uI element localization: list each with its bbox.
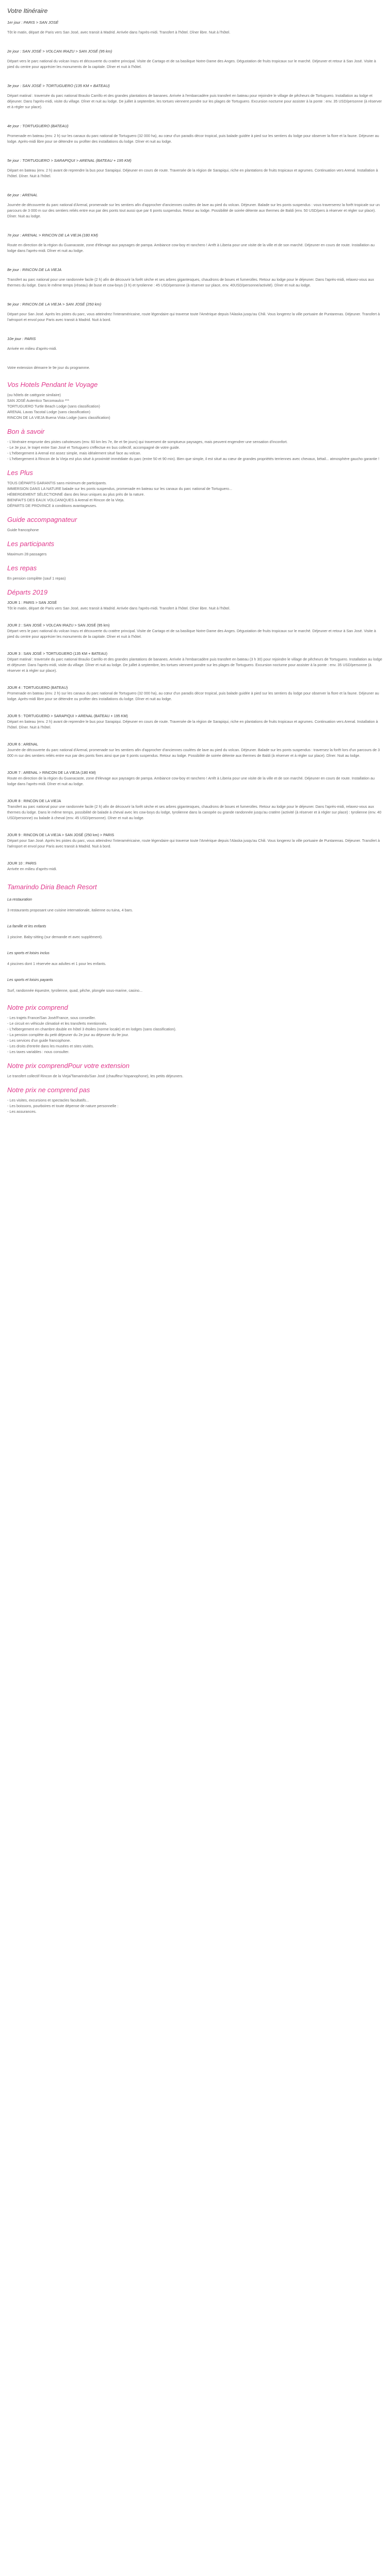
- good-to-know-line: - L'hébergement à Rincon de la Vieja est plus situé à proximité immédiate du parc (entre 50 et 90 min). Bien que simple, il est situé au cœur de grandes propriétés terriennes avec chevaux, bétail... atmosphère gaucho garantie !: [7, 456, 380, 461]
- departure-day-text: Départ vers le parc national du volcan Irazu et découverte du cratère principal. Visite de Cartago et de sa basilique Notre-Dame des Anges. Dégustation de fruits tropicaux sur le marché. Déjeuner et retour à San José. Visite à pied du centre pour apprécier les monuments de la capitale. Dîner et nuit à l'hôtel.: [7, 629, 376, 639]
- good-to-know-line: - Le 3e jour, le trajet entre San José et Tortuguero s'effectue en bus collectif, accompagné de votre guide.: [7, 445, 180, 450]
- itinerary-day-heading: 6e jour : ARENAL: [7, 193, 38, 197]
- includes-line: - Le circuit en véhicule climatisé et les transferts mentionnés.: [7, 1021, 107, 1026]
- departure-day-text: Départ pour San José. Après les pistes du parc, vous atteindrez l'interaméricaine, route légendaire qui traverse toute l'Amérique depuis l'Alaska jusqu'au Chili. Vous longerez la ville portuaire de Puntarenas. Déjeuner. Transfert à l'aéroport et envol pour Paris avec transit à Madrid. Nuit à bord.: [7, 838, 380, 849]
- resort-block-heading: La restauration: [7, 897, 32, 902]
- itinerary-day-text: Départ vers le parc national du volcan Irazu et découverte du cratère principal. Visite de Cartago et de sa basilique Notre-Dame des Anges. Dégustation de fruits tropicaux sur le marché. Déjeuner et retour à San José. Visite à pied du centre pour apprécier les monuments de la capitale. Dîner et nuit à l'hôtel.: [7, 59, 376, 69]
- excludes-line: - Les boissons, pourboires et toute dépense de nature personnelle :: [7, 1104, 119, 1108]
- guide-section: [7, 516, 384, 533]
- meals-title: Les repas: [7, 564, 37, 572]
- departure-day-text: Arrivée en milieu d'après-midi.: [7, 867, 57, 871]
- departure-day: [7, 622, 384, 639]
- itinerary-day-text: Tôt le matin, départ de Paris vers San José, avec transit à Madrid. Arrivée dans l'après-midi. Transfert à l'hôtel. Dîner libre. Nuit à l'hôtel.: [7, 30, 231, 35]
- itinerary-day: [7, 336, 384, 351]
- itinerary-day-heading: 1er jour : PARIS > SAN JOSÉ: [7, 20, 59, 25]
- itinerary-day: [7, 158, 384, 179]
- plus-list: [7, 480, 384, 509]
- guide-text: Guide francophone: [7, 528, 39, 532]
- extension-includes-section: [7, 1062, 384, 1079]
- includes-section: [7, 1004, 384, 1055]
- departure-day-heading: JOUR 7 : ARENAL > RINCON DE LA VIEJA (180 KM): [7, 770, 96, 775]
- hotel-line: ARENAL Lavas Tacotal Lodge (sans classification): [7, 410, 91, 414]
- plus-line: HÉBERGEMENT SÉLECTIONNÉ dans des lieux uniques au plus près de la nature.: [7, 492, 145, 497]
- good-to-know-section: [7, 428, 384, 462]
- good-to-know-list: [7, 439, 384, 462]
- good-to-know-line: - L'hébergement à Arenal est assez simple, mais idéalement situé face au volcan.: [7, 451, 141, 455]
- departure-day: [7, 741, 384, 758]
- hotels-section: [7, 381, 384, 420]
- resort-blocks: [7, 896, 384, 993]
- excludes-list: [7, 1097, 384, 1114]
- good-to-know-title: Bon à savoir: [7, 428, 45, 435]
- departure-day: [7, 600, 384, 611]
- excludes-line: - Les visites, excursions et spectacles facultatifs...: [7, 1098, 89, 1103]
- departure-day-heading: JOUR 8 : RINCON DE LA VIEJA: [7, 799, 61, 803]
- departure-day: [7, 651, 384, 673]
- itinerary-day: [7, 301, 384, 323]
- departure-day-text: Départ en bateau (env. 2 h) avant de reprendre le bus pour Sarapiqui. Déjeuner en cours de route. Traversée de la région de Sarapiqui, riche en plantations de fruits tropicaux et agrumes. Continuation vers Arenal. Installation à l'hôtel. Dîner. Nuit à l'hôtel.: [7, 719, 378, 730]
- hotels-title: Vos Hotels Pendant le Voyage: [7, 381, 98, 388]
- itinerary-day-text: Transfert au parc national pour une randonnée facile (2 h) afin de découvrir la forêt sèche et ses arbres gigantesques, chaudrons de boues et fumerolles. Retour au lodge pour le déjeuner. Dans l'après-midi, relaxez-vous aux thermes du lodge. Dans le même temps (réseau) de buse et cow-boys (3 h) et tyrolienne : 45 USD/personne (à réserver sur place, env. 40USD/personne/activité). Dîner et nuit au lodge.: [7, 277, 374, 287]
- departure-day-heading: JOUR 4 : TORTUGUERO (BATEAU): [7, 685, 68, 690]
- departure-day-heading: JOUR 10 : PARIS: [7, 861, 37, 866]
- resort-block: [7, 923, 384, 940]
- departure-day: [7, 860, 384, 872]
- hotel-line: SAN JOSÉ Autentico Tarcomaulco ***: [7, 398, 70, 403]
- hotel-line: TORTUGUERO Turtle Beach Lodge (sans classification): [7, 404, 100, 409]
- participants-text: Maximum 28 passagers: [7, 552, 47, 556]
- itinerary-day-heading: 3e jour : SAN JOSÉ > TORTUGUERO (135 KM + BATEAU): [7, 83, 110, 88]
- resort-block-heading: La famille et les enfants: [7, 924, 46, 928]
- departure-day-text: Promenade en bateau (env. 2 h) sur les canaux du parc national de Tortuguero (32 000 ha), au cœur d'un paradis décor tropical, puis balade guidée à pied sur les sentiers du lodge pour observer la flore et la faune. Déjeuner au lodge. Après-midi libre pour se détendre ou profiter des installations du lodge. Dîner et nuit au lodge.: [7, 691, 379, 701]
- hotel-line: RINCON DE LA VIEJA Buena Vista Lodge (sans classification): [7, 415, 110, 420]
- resort-block: [7, 977, 384, 993]
- includes-list: [7, 1015, 384, 1055]
- good-to-know-line: - L'itinéraire emprunte des pistes cahoteuses (env. 60 km les 7e, 8e et 9e jours) qui traversent de somptueux paysages, mais peuvent engendrer une sensation d'inconfort.: [7, 439, 288, 444]
- departure-day-text: Transfert au parc national pour une randonnée facile (2 h) afin de découvrir la forêt sèche et ses arbres gigantesques, chaudrons de boues et fumerolles. Retour au lodge pour le déjeuner. Dans l'après-midi, relaxez-vous aux thermes du lodge. Dans le même temps, possibilité de balade à cheval avec les cow-boys du lodge, tyrolienne dans la canopée ou grande randonnée jusqu'au cratère (activité (à réserver et à régler sur place) : tyrolienne (env. 40 USD/personne) ou balade à cheval (env. 45 USD/personne). Dîner et nuit au lodge.: [7, 804, 382, 820]
- itinerary-day-heading: 4e jour : TORTUGUERO (BATEAU): [7, 124, 69, 128]
- page: [0, 0, 391, 1125]
- extension-includes-title: Notre prix comprendPour votre extension: [7, 1062, 130, 1070]
- includes-line: - Les services d'un guide francophone.: [7, 1038, 71, 1043]
- plus-title: Les Plus: [7, 469, 33, 477]
- excludes-title: Notre prix ne comprend pas: [7, 1086, 90, 1094]
- itinerary-day-heading: 7e jour : ARENAL > RINCON DE LA VIEJA (180 KM): [7, 233, 98, 238]
- includes-title: Notre prix comprend: [7, 1004, 68, 1011]
- departure-day-text: Tôt le matin, départ de Paris vers San José, avec transit à Madrid. Arrivée dans l'après-midi. Transfert à l'hôtel. Dîner libre. Nuit à l'hôtel.: [7, 606, 231, 611]
- participants-title: Les participants: [7, 540, 55, 548]
- itinerary-title: Votre Itinéraire: [7, 7, 48, 14]
- meals-text: En pension complète (sauf 1 repas): [7, 576, 66, 581]
- excludes-section: [7, 1086, 384, 1114]
- resort-block: [7, 896, 384, 913]
- resort-block: [7, 950, 384, 967]
- hotels-list: [7, 392, 384, 420]
- departure-day: [7, 713, 384, 730]
- departures-days: [7, 600, 384, 872]
- includes-line: - Les droits d'entrée dans les musées et sites visités.: [7, 1044, 94, 1048]
- itinerary-day-text: Route en direction de la région du Guanacaste, zone d'élevage aux paysages de pampa. Ambiance cow-boy et ranchero ! Arrêt à Liberia pour une visite de la ville et de son marché. Déjeuner en cours de route. Installation au lodge dans l'après-midi. Dîner et nuit au lodge.: [7, 243, 375, 253]
- itinerary-day-text: Départ matinal : traversée du parc national Braulio Carrillo et des grandes plantations de bananes. Arrivée à l'embarcadère puis transfert en bateau pour rejoindre le village de pêcheurs de Tortuguero. Installation au lodge et déjeuner. Dans l'après-midi, visite du village. Dîner et nuit au lodge. De juillet à septembre, les tortues viennent pondre sur les plages de Tortuguero. Excursion nocturne pour assister à la ponte : env. 35 USD/personne (à réserver et à régler sur place).: [7, 93, 382, 109]
- plus-section: [7, 469, 384, 509]
- plus-line: IMMERSION DANS LA NATURE balade sur les ponts suspendus, promenade en bateau sur les canaux du parc national de Tortuguero...: [7, 486, 233, 491]
- itinerary-day-text: Départ pour San José. Après les pistes du parc, vous atteindrez l'interaméricaine, route légendaire qui traverse toute l'Amérique depuis l'Alaska jusqu'au Chili. Vous longerez la ville portuaire de Puntarenas. Déjeuner. Transfert à l'aéroport et envol pour Paris avec transit à Madrid. Nuit à bord.: [7, 312, 380, 322]
- itinerary-day-heading: 5e jour : TORTUGUERO > SARAPIQUI > ARENAL (BATEAU + 195 KM): [7, 158, 132, 163]
- resort-block-heading: Les sports et loisirs payants: [7, 977, 53, 982]
- itinerary-day: [7, 48, 384, 70]
- extension-includes-text: Le transfert collectif Rincon de la Vieja/Tamarindo/San José (chauffeur hispanophone), les petits déjeuners.: [7, 1074, 184, 1078]
- departure-day-heading: JOUR 3 : SAN JOSÉ > TORTUGUERO (135 KM + BATEAU): [7, 651, 107, 656]
- itinerary-day-text: Arrivée en milieu d'après-midi.: [7, 346, 57, 351]
- includes-line: - La pension complète du petit déjeuner du 2e jour au déjeuner du 9e jour.: [7, 1032, 129, 1037]
- participants-section: [7, 540, 384, 557]
- itinerary-day-text: Journée de découverte du parc national d'Arenal, promenade sur les sentiers afin d'approcher d'anciennes coulées de lave au pied du volcan. Déjeuner. Balade sur les ponts suspendus : vous traverserez la forêt tropicale sur un parcours de 3 000 m sur des sentiers reliés entre eux par des ponts tout aussi que par 6 ponts suspendus. Retour au lodge. Possibilité de soirée détente aux thermes de Baldi (env. 50 USD/pers à réserver et régler sur place). Dîner. Nuit au lodge.: [7, 202, 380, 218]
- departure-day-heading: JOUR 5 : TORTUGUERO > SARAPIQUI > ARENAL (BATEAU + 195 KM): [7, 714, 128, 718]
- itinerary-day-text: Départ en bateau (env. 2 h) avant de reprendre la bus pour Sarapiqui. Déjeuner en cours de route. Traversée de la région de Sarapiqui, riche en plantations de fruits tropicaux et agrumes. Continuation vers Arenal. Installation à l'hôtel. Dîner. Nuit à l'hôtel.: [7, 168, 378, 178]
- itinerary-days: [7, 20, 384, 351]
- includes-line: - Les trajets France/San José/France, sous conseiller.: [7, 1015, 96, 1020]
- itinerary-day-heading: 10e jour : PARIS: [7, 336, 36, 341]
- resort-block-heading: Les sports et loisirs inclus: [7, 951, 50, 955]
- resort-block-text: 4 piscines dont 1 réservée aux adultes et 1 pour les enfants.: [7, 961, 106, 966]
- itinerary-day: [7, 192, 384, 219]
- itinerary-day-text: Promenade en bateau (env. 2 h) sur les canaux du parc national de Tortuguero (32 000 ha), au cœur d'un paradis décor tropical, puis balade guidée à pied sur les sentiers du lodge pour observer la flore et la faune. Déjeuner au lodge. Après-midi libre pour se détendre ou profiter des installations du lodge. Dîner et nuit au lodge.: [7, 133, 379, 144]
- departure-day-heading: JOUR 2 : SAN JOSÉ > VOLCAN IRAZU > SAN JOSÉ (95 km): [7, 623, 110, 628]
- resort-block-text: 3 restaurants proposant une cuisine internationale, italienne ou tuina, 4 bars.: [7, 908, 133, 912]
- departure-day: [7, 798, 384, 821]
- resort-section: [7, 883, 384, 993]
- departure-day-heading: JOUR 1 : PARIS > SAN JOSÉ: [7, 600, 57, 605]
- departure-day-heading: JOUR 9 : RINCON DE LA VIEJA > SAN JOSÉ (250 km) > PARIS: [7, 833, 115, 837]
- hotel-line: (ou hôtels de catégorie similaire): [7, 393, 61, 397]
- includes-line: - L'hébergement en chambre double en hôtel 3 étoiles (norme locale) et en lodges (sans classification).: [7, 1027, 176, 1031]
- resort-title: Tamarindo Diria Beach Resort: [7, 883, 97, 891]
- meals-section: [7, 564, 384, 581]
- guide-title: Guide accompagnateur: [7, 516, 77, 523]
- departure-day: [7, 832, 384, 849]
- departure-day: [7, 770, 384, 787]
- plus-line: TOUS DÉPARTS GARANTIS sans minimum de participants.: [7, 481, 107, 485]
- itinerary-day: [7, 83, 384, 110]
- includes-line: - Les taxes variables : nous consulter.: [7, 1049, 70, 1054]
- departure-day: [7, 685, 384, 702]
- itinerary-day-heading: 8e jour : RINCON DE LA VIEJA: [7, 267, 62, 272]
- departure-day-text: Départ matinal : traversée du parc national Braulio Carrillo et des grandes plantations de bananes. Arrivée à l'embarcadère puis transfert en bateau (3 h 30) pour rejoindre le village de pêcheurs de Tortuguero. Installation au lodge et déjeuner. Dans l'après-midi, visite du village. Dîner et nuit au lodge. De juillet à septembre, les tortues viennent pondre sur les plages de Tortuguero. Excursion nocturne pour assister à la ponte : env. 35 USD/personne (à réserver et à régler sur place).: [7, 657, 382, 673]
- itinerary-day: [7, 20, 384, 35]
- plus-line: BIENFAITS DES EAUX VOLCANIQUES à Arenal et Rincon de la Vieja.: [7, 498, 125, 502]
- departure-day-text: Route en direction de la région du Guanacaste, zone d'élevage aux paysages de pampa. Ambiance cow-boy et ranchero ! Arrêt à Liberia pour une visite de la ville et de son marché. Déjeuner en cours de route. Installation au lodge dans l'après-midi. Dîner et nuit au lodge.: [7, 776, 375, 786]
- resort-block-text: Surf, randonnée équestre, tyrolienne, quad, pêche, plongée sous-marine, casino...: [7, 988, 143, 993]
- itinerary-day: [7, 232, 384, 253]
- itinerary-day: [7, 123, 384, 144]
- resort-block-text: 1 piscine. Baby-sitting (sur demande et avec supplément).: [7, 935, 103, 939]
- excludes-line: - Les assurances.: [7, 1109, 37, 1114]
- departure-day-heading: JOUR 6 : ARENAL: [7, 742, 38, 747]
- plus-line: DÉPARTS DE PROVINCE à conditions avantageuses.: [7, 503, 97, 508]
- itinerary-day-heading: 2e jour : SAN JOSÉ > VOLCAN IRAZU > SAN JOSÉ (95 km): [7, 49, 112, 54]
- itinerary-section: [7, 7, 384, 370]
- departures-section: [7, 588, 384, 872]
- extension-note: Votre extension démarre le 9e jour du programme.: [7, 365, 90, 370]
- itinerary-day-heading: 9e jour : RINCON DE LA VIEJA > SAN JOSÉ (250 km): [7, 302, 102, 307]
- itinerary-day: [7, 267, 384, 288]
- departure-day-text: Journée de découverte du parc national d'Arenal, promenade sur les sentiers afin d'approcher d'anciennes coulées de lave au pied du volcan. Déjeuner. Balade sur les ponts suspendus : traversez la forêt lors d'un parcours de 3 000 m sur des sentiers reliés entre eux par des ponts fixes ainsi que par 6 ponts suspendus. Retour au lodge. Possibilité de soirée détente aux thermes de Baldi (à réserver et à régler sur place). Dîner. Nuit au lodge.: [7, 748, 380, 758]
- departures-title: Départs 2019: [7, 588, 48, 596]
